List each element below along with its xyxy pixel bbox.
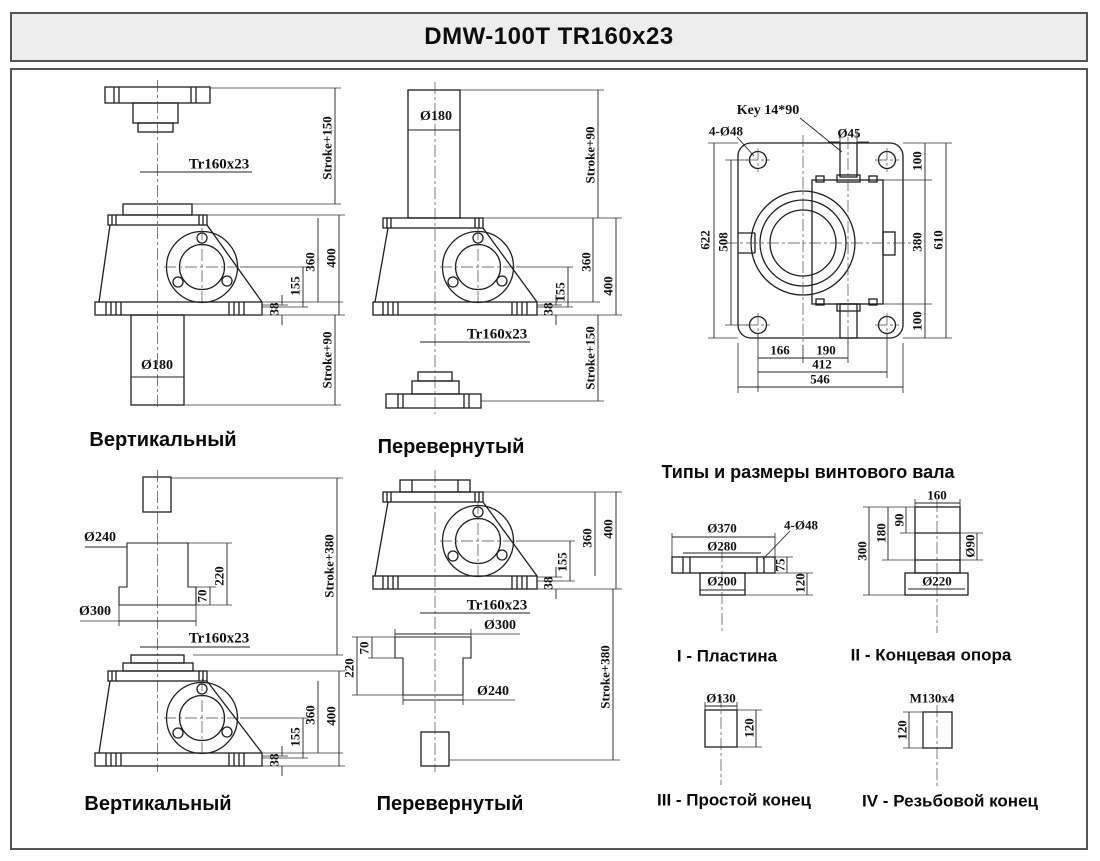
diameter-label: Ø200 [707,573,737,589]
dim-label: 546 [810,371,830,387]
dim-label: 155 [287,276,303,296]
type-caption: I - Пластина [676,646,778,666]
dim-label: 120 [741,718,757,738]
dim-label: 360 [302,252,318,272]
dim-label: 155 [554,552,570,572]
thread-label: M130x4 [909,690,955,706]
type-caption: III - Простой конец [657,790,811,810]
dim-label: 220 [211,566,227,586]
dim-label: 400 [323,248,339,268]
drawing-caption: Перевернутый [376,793,524,815]
thread-label: Tr160x23 [188,630,250,647]
dim-label: 360 [578,252,594,272]
stroke-dim-label: Stroke+90 [319,331,335,389]
page-title: DMW-100T TR160x23 [424,23,674,50]
dim-label: 70 [356,641,372,655]
stroke-dim-label: Stroke+150 [582,326,598,390]
diameter-label: Ø90 [962,534,978,558]
vertical-jack-drawing [95,80,345,410]
type-caption: II - Концевая опора [850,645,1012,665]
dim-label: 120 [792,573,808,593]
diameter-label: Ø130 [706,690,736,706]
dim-label: 400 [600,519,616,539]
travel-nut [395,637,471,695]
diameter-label: Ø300 [484,618,516,633]
shaft-end-threaded-drawing [903,705,959,786]
dim-label: 100 [909,151,925,171]
dim-label: 160 [927,487,947,503]
dim-label: 300 [854,541,870,561]
dim-label: 155 [287,727,303,747]
stroke-dim-label: Stroke+150 [319,116,335,180]
stroke-dim-label: Stroke+90 [582,126,598,184]
dim-label: 508 [715,232,731,252]
diameter-label: Ø180 [420,109,452,124]
thread-label: Tr160x23 [466,597,528,614]
drawing-caption: Перевернутый [377,436,525,458]
thread-label: Tr160x23 [466,326,528,343]
key-label: Key 14*90 [736,103,800,118]
dim-label: 180 [873,523,889,543]
dim-label: 412 [812,356,832,372]
drawing-caption: Вертикальный [84,793,232,815]
stroke-dim-label: Stroke+380 [597,645,613,709]
dim-label: 120 [894,720,910,740]
dim-label: 70 [194,589,210,603]
dim-label: 90 [891,513,907,527]
holes-label: 4-Ø48 [709,123,743,139]
diameter-label: Ø370 [707,520,737,536]
dim-label: 38 [266,753,282,767]
dim-label: 220 [341,658,357,678]
diameter-label: Ø280 [707,538,737,554]
diameter-label: Ø240 [84,530,116,545]
section-heading: Типы и размеры винтового вала [661,462,955,482]
dim-label: 360 [302,705,318,725]
vertical-jack-nut-drawing [80,470,345,776]
diameter-label: Ø220 [922,573,952,589]
type-caption: IV - Резьбовой конец [862,791,1038,811]
dim-label: 400 [323,706,339,726]
dim-label: 190 [816,342,836,358]
dim-label: 360 [579,528,595,548]
dim-label: 38 [540,576,556,590]
dim-label: 166 [770,342,790,358]
shaft-end-support-drawing [863,499,983,633]
diameter-label: Ø180 [141,358,173,373]
dim-label: 155 [552,282,568,302]
diameter-label: Ø300 [79,604,111,619]
shaft-end-plain-drawing [698,696,762,785]
dim-label: 75 [772,558,788,572]
holes-label: 4-Ø48 [784,517,818,533]
dim-label: 610 [930,230,946,250]
drawing-caption: Вертикальный [89,429,237,451]
thread-label: Tr160x23 [188,156,250,173]
stroke-dim-label: Stroke+380 [321,534,337,598]
dim-label: 400 [600,276,616,296]
diameter-label: Ø240 [477,684,509,699]
diameter-label: Ø45 [837,125,861,141]
dim-label: 100 [909,311,925,331]
dim-label: 38 [540,302,556,316]
dim-label: 380 [909,232,925,252]
dim-label: 38 [266,302,282,316]
travel-nut [119,543,196,605]
dim-label: 622 [697,230,713,250]
